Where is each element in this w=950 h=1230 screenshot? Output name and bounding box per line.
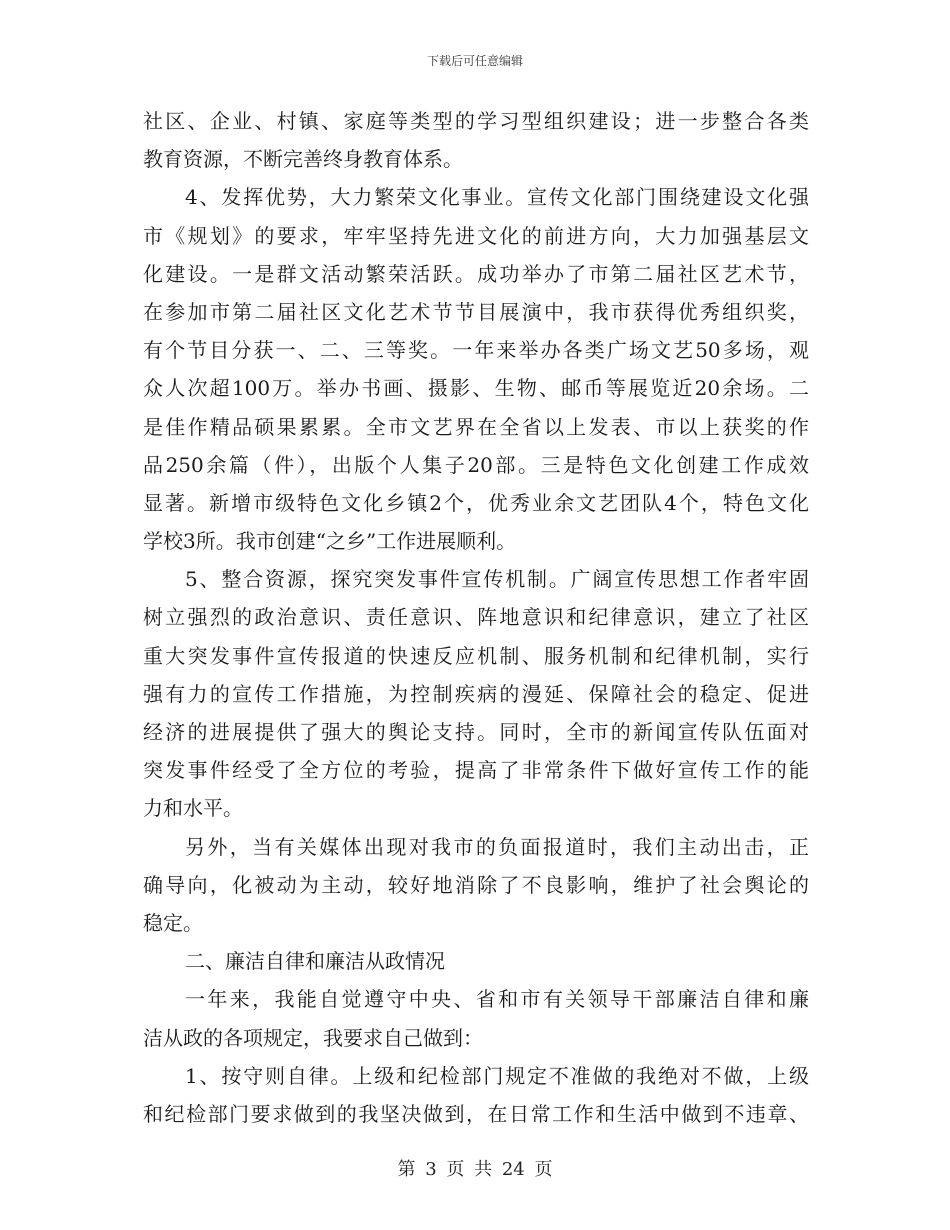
text-line: 稳定。: [143, 910, 203, 935]
page-header-note: 下载后可任意编辑: [426, 54, 523, 68]
text-line: 重大突发事件宣传报道的快速反应机制、服务机制和纪律机制，实行: [143, 643, 809, 668]
text-line: 强有力的宣传工作措施，为控制疾病的漫延、保障社会的稳定、促进: [143, 681, 809, 706]
text-line: 确导向，化被动为主动，较好地消除了不良影响，维护了社会舆论的: [143, 872, 809, 897]
text-line: 洁从政的各项规定，我要求自己做到：: [143, 1025, 483, 1050]
text-line: 有个节目分获一、二、三等奖。一年来举办各类广场文艺50多场，观: [143, 338, 809, 363]
text-line: 5、整合资源，探究突发事件宣传机制。广阔宣传思想工作者牢固: [185, 567, 809, 592]
text-line: 品250余篇（件），出版个人集子20部。三是特色文化创建工作成效: [143, 452, 809, 477]
text-line: 教育资源，不断完善终身教育体系。: [143, 147, 463, 172]
text-line: 树立强烈的政治意识、责任意识、阵地意识和纪律意识，建立了社区: [143, 605, 809, 630]
text-line: 4、发挥优势，大力繁荣文化事业。宣传文化部门围绕建设文化强: [185, 185, 809, 210]
text-line: 学校3所。我市创建“之乡”工作进展顺利。: [143, 529, 517, 554]
text-line: 突发事件经受了全方位的考验，提高了非常条件下做好宣传工作的能: [143, 758, 809, 783]
page-footer: 第 3 页 共 24 页: [397, 1159, 553, 1180]
text-line: 在参加市第二届社区文化艺术节节目展演中，我市获得优秀组织奖，: [143, 299, 809, 324]
text-line: 力和水平。: [143, 796, 243, 821]
text-line: 众人次超100万。举办书画、摄影、生物、邮币等展览近20余场。二: [143, 376, 809, 401]
text-line: 1、按守则自律。上级和纪检部门规定不准做的我绝对不做，上级: [185, 1063, 809, 1088]
text-line: 一年来，我能自觉遵守中央、省和市有关领导干部廉洁自律和廉: [185, 987, 809, 1012]
text-line: 和纪检部门要求做到的我坚决做到，在日常工作和生活中做到不违章、: [143, 1101, 809, 1126]
text-line: 社区、企业、村镇、家庭等类型的学习型组织建设；进一步整合各类: [143, 109, 809, 133]
text-line: 经济的进展提供了强大的舆论支持。同时，全市的新闻宣传队伍面对: [143, 720, 809, 744]
text-line: 市《规划》的要求，牢牢坚持先进文化的前进方向，大力加强基层文: [143, 223, 809, 248]
text-line: 是佳作精品硕果累累。全市文艺界在全省以上发表、市以上获奖的作: [143, 414, 809, 439]
text-line: 化建设。一是群文活动繁荣活跃。成功举办了市第二届社区艺术节，: [143, 261, 809, 286]
text-line: 另外，当有关媒体出现对我市的负面报道时，我们主动出击，正: [185, 834, 809, 859]
text-line: 二、廉洁自律和廉洁从政情况: [185, 949, 445, 974]
text-line: 显著。新增市级特色文化乡镇2个，优秀业余文艺团队4个，特色文化: [143, 490, 809, 515]
document-body: [143, 102, 809, 1133]
